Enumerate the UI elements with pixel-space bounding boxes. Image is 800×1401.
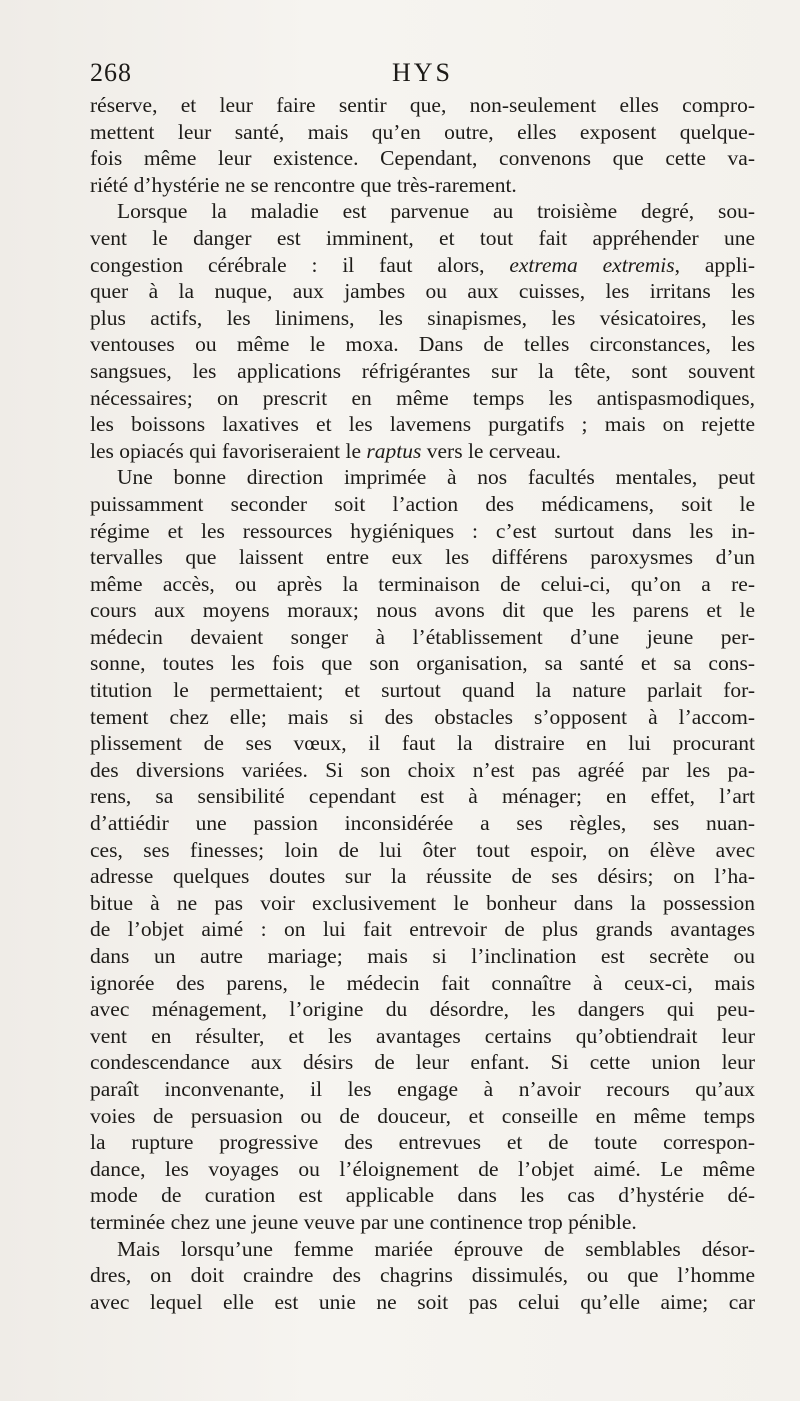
text-line: régime et les ressources hygiéniques : c’est surtout dans les in- [90, 518, 755, 543]
text-line: de l’objet aimé : on lui fait entrevoir de plus grands avantages [90, 917, 755, 942]
text-line: dance, les voyages ou l’éloignement de l’objet aimé. Le même [90, 1156, 755, 1181]
running-head: HYS [391, 58, 453, 87]
page-number: 268 [90, 58, 132, 87]
text-line: la rupture progressive des entrevues et de toute correspon- [90, 1130, 755, 1155]
body-text [90, 92, 755, 1315]
page-header [90, 58, 755, 92]
text-line: médecin devaient songer à l’établissement d’une jeune per- [90, 624, 755, 649]
text-line: puissamment seconder soit l’action des médicamens, soit le [90, 491, 755, 516]
text-line: terminée chez une jeune veuve par une continence trop pénible. [90, 1209, 637, 1234]
text-segment: les opiacés qui favoriseraient le [90, 438, 367, 463]
text-line: tement chez elle; mais si des obstacles s’opposent à l’accom- [90, 704, 755, 729]
text-line: vent en résulter, et les avantages certains qu’obtiendrait leur [90, 1023, 755, 1048]
text-line: ventouses ou même le moxa. Dans de telles circonstances, les [90, 332, 755, 357]
text-line: Lorsque la maladie est parvenue au troisième degré, sou- [117, 199, 755, 224]
text-line: avec lequel elle est unie ne soit pas celui qu’elle aime; car [90, 1289, 755, 1314]
text-line: fois même leur existence. Cependant, convenons que cette va- [90, 146, 755, 171]
text-line: ces, ses finesses; loin de lui ôter tout espoir, on élève avec [90, 837, 755, 862]
text-line: nécessaires; on prescrit en même temps les antispasmodiques, [90, 385, 755, 410]
text-line: titution le permettaient; et surtout quand la nature parlait for- [90, 678, 755, 703]
text-line: riété d’hystérie ne se rencontre que très-rarement. [90, 172, 517, 197]
text-line: dres, on doit craindre des chagrins dissimulés, ou que l’homme [90, 1263, 755, 1288]
text-line: condescendance aux désirs de leur enfant. Si cette union leur [90, 1050, 755, 1075]
text-line: sangsues, les applications réfrigérantes sur la tête, sont souvent [90, 358, 755, 383]
text-line: les boissons laxatives et les lavemens purgatifs ; mais on rejette [90, 412, 755, 437]
text-line: quer à la nuque, aux jambes ou aux cuisses, les irritans les [90, 279, 755, 304]
italic-term: raptus [366, 438, 422, 463]
text-line: cours aux moyens moraux; nous avons dit que les parens et le [90, 598, 755, 623]
text-segment: congestion cérébrale : il faut alors, [90, 252, 510, 277]
text-line [90, 438, 755, 465]
text-line: vent le danger est imminent, et tout fait appréhender une [90, 225, 755, 250]
text-line: bitue à ne pas voir exclusivement le bonheur dans la possession [90, 890, 755, 915]
text-segment: , appli- [674, 252, 755, 277]
text-line: dans un autre mariage; mais si l’inclination est secrète ou [90, 944, 755, 968]
text-line: adresse quelques doutes sur la réussite de ses désirs; on l’ha- [90, 864, 755, 889]
text-line: des diversions variées. Si son choix n’est pas agréé par les pa- [90, 757, 755, 782]
text-line: ignorée des parens, le médecin fait connaître à ceux-ci, mais [90, 970, 755, 995]
text-line: plus actifs, les linimens, les sinapismes, les vésicatoires, les [90, 305, 755, 330]
text-line: avec ménagement, l’origine du désordre, les dangers qui peu- [90, 997, 755, 1022]
text-line: sonne, toutes les fois que son organisation, sa santé et sa cons- [90, 651, 755, 676]
text-line: même accès, ou après la terminaison de celui-ci, qu’on a re- [90, 571, 755, 596]
text-line: voies de persuasion ou de douceur, et conseille en même temps [90, 1103, 755, 1128]
text-line: Une bonne direction imprimée à nos facultés mentales, peut [117, 465, 755, 490]
italic-term: extrema extremis [509, 252, 675, 277]
text-line: d’attiédir une passion inconsidérée a ses règles, ses nuan- [90, 811, 755, 836]
text-line: rens, sa sensibilité cependant est à ménager; en effet, l’art [90, 784, 755, 809]
text-line: tervalles que laissent entre eux les différens paroxysmes d’un [90, 545, 755, 570]
text-line: réserve, et leur faire sentir que, non-seulement elles compro- [90, 93, 755, 117]
text-segment: vers le cerveau. [421, 438, 562, 463]
text-line: paraît inconvenante, il les engage à n’avoir recours qu’aux [90, 1076, 755, 1101]
text-line: mettent leur santé, mais qu’en outre, elles exposent quelque- [90, 119, 755, 144]
text-line [90, 252, 755, 279]
text-line: Mais lorsqu’une femme mariée éprouve de semblables désor- [117, 1236, 755, 1261]
text-line: mode de curation est applicable dans les cas d’hystérie dé- [90, 1183, 755, 1208]
text-line: plissement de ses vœux, il faut la distraire en lui procurant [90, 731, 755, 756]
